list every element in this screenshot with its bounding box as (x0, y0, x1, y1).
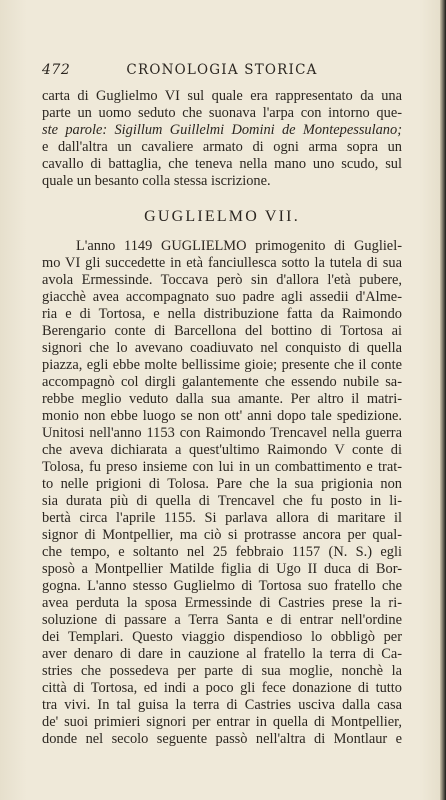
text-line: to nelle prigioni di Tolosa. Pare che la sua prigionia non (42, 476, 402, 492)
text-line: sposò a Montpellier Matilde figlia di Ugo II duca di Bor- (42, 561, 402, 577)
text-line: monio non ebbe luogo se non ott' anni dopo tale spedizione. (42, 408, 402, 424)
text-line: giacchè avea accompagnato suo padre agli assedii d'Alme- (42, 289, 402, 305)
text-line: stries che possedeva per parte di sua moglie, nonchè la (42, 663, 402, 679)
text-line: bertà circa l'aprile 1155. Si parlava allora di maritare il (42, 510, 402, 526)
page-number: 472 (42, 62, 71, 78)
text-line: rebbe meglio veduto dalla sua amante. Per altro il matri- (42, 391, 402, 407)
text-line: che tempo, e soltanto nel 25 febbraio 1157 (N. S.) egli (42, 544, 402, 560)
text-line: mo VI gli succedette in età fanciullesca sotto la tutela di sua (42, 255, 402, 271)
text-line: Berengario conte di Barcellona del bottino di Tortosa ai (42, 323, 402, 339)
text-line: e dall'altra un cavaliere armato di ogni arma sopra un (42, 139, 402, 155)
text-line: signori che lo avevano coadiuvato nel conquisto di quella (42, 340, 402, 356)
text-line: che aveva dichiarata a quest'ultimo Raimondo V conte di (42, 442, 402, 458)
text-line: carta di Guglielmo VI sul quale era rappresentato da una (42, 88, 402, 104)
text-line: accompagnò col dirgli galantemente che essendo nubile sa- (42, 374, 402, 390)
text-line: aver denaro di dare in cauzione al fratello la terra di Ca- (42, 646, 402, 662)
text-line: ria e di Tortosa, e nella distribuzione fatta da Raimondo (42, 306, 402, 322)
section-title: GUGLIELMO VII. (144, 208, 300, 225)
text-line: ste parole: Sigillum Guillelmi Domini de Montepessulano; (42, 122, 402, 138)
page-header (42, 62, 402, 82)
text-line: tra vivi. In tal guisa la terra di Castries usciva dalla casa (42, 697, 402, 713)
text-line: quale un besanto colla stessa iscrizione. (42, 173, 271, 189)
running-title: CRONOLOGIA STORICA (126, 62, 318, 78)
text-line: avola Ermessinde. Toccava però sin d'allora l'età pubere, (42, 272, 402, 288)
section-body (42, 238, 402, 748)
text-line: sia durata più di quella di Trencavel che fu posto in li- (42, 493, 402, 509)
text-line: dei Templari. Questo viaggio dispendioso lo obbligò per (42, 629, 402, 645)
book-spine-shadow (440, 0, 446, 800)
intro-paragraph (42, 88, 402, 190)
text-line: piazza, egli ebbe molte bellissime gioie; presente che il conte (42, 357, 402, 373)
text-line: gogna. L'anno stesso Guglielmo di Tortosa suo fratello che (42, 578, 402, 594)
text-line: avea perduta la sposa Ermessinde di Castries prese la ri- (42, 595, 402, 611)
text-line: soluzione di passare a Terra Santa e di entrar nell'ordine (42, 612, 402, 628)
text-line: città di Tortosa, ed indi a poco gli fece donazione di tutto (42, 680, 402, 696)
text-line: Unitosi nell'anno 1153 con Raimondo Trencavel nella guerra (42, 425, 402, 441)
text-line: parte un uomo seduto che suonava l'arpa con intorno que- (42, 105, 402, 121)
text-line: signor di Montpellier, ma ciò si protrasse ancora per qual- (42, 527, 402, 543)
text-line: de' suoi primieri signori per entrar in quella di Montpellier, (42, 714, 402, 730)
text-line: L'anno 1149 GUGLIELMO primogenito di Gugliel- (76, 238, 402, 254)
text-line: Tolosa, fu preso insieme con lui in un combattimento e trat- (42, 459, 402, 475)
text-line: cavallo di battaglia, che teneva nella mano uno scudo, sul (42, 156, 402, 172)
text-line: donde nel secolo seguente passò nell'altra di Montlaur e (42, 731, 402, 747)
